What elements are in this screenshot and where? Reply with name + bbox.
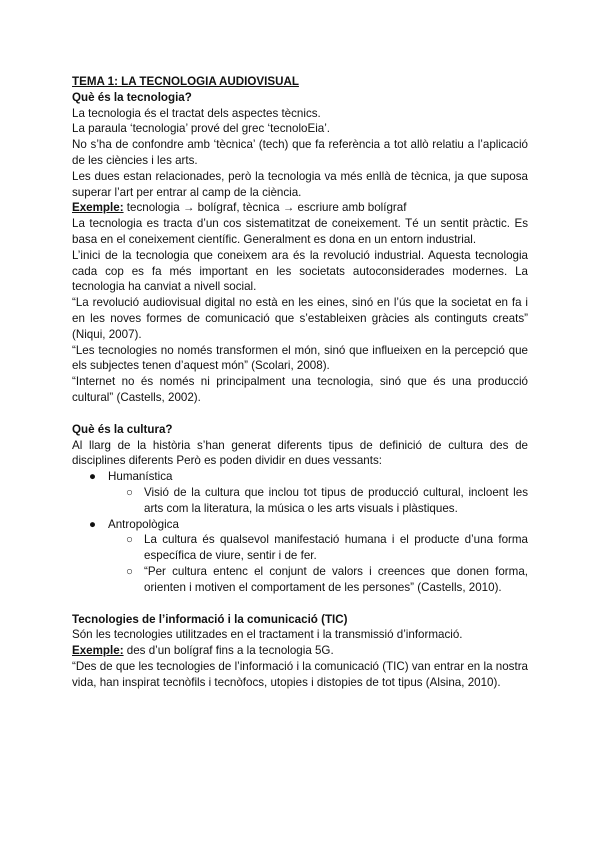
- paragraph: Al llarg de la història s’han generat diferents tipus de definició de cultura des de disciplines diferents Però es poden dividir en dues vessants:: [72, 438, 528, 468]
- sub-list-item: [72, 532, 528, 564]
- quote: “Internet no és només ni principalment una tecnologia, sinó que és una producció cultural” (Castells, 2002).: [72, 375, 528, 404]
- list-item-label: Humanística: [108, 470, 173, 484]
- paragraph: L’inici de la tecnologia que coneixem ara és la revolució industrial. Aquesta tecnologia cada cop es fa més important en les societats autoconsiderades modernes. La tecnologia ha canviat a nivell social.: [72, 248, 528, 294]
- spacer: [72, 596, 528, 612]
- sub-list-item: [72, 485, 528, 517]
- quote: “Des de que les tecnologies de l’informació i la comunicació (TIC) van entrar en la nostra vida, han inspirat tecnòfils i tecnòfocs, utopies i distopies de tot tipus (Alsina, 2010).: [72, 659, 528, 689]
- example-text: tecnologia → bolígraf, tècnica → escriure amb bolígraf: [123, 201, 407, 215]
- sub-list-item-text: “Per cultura entenc el conjunt de valors i creences que donen forma, orienten i motiven el comportament de les persones” (Castells, 2010).: [144, 564, 528, 594]
- paragraph: Les dues estan relacionades, però la tecnologia va més enllà de tècnica, ja que suposa superar l’art per entrar al camp de la ciència.: [72, 169, 528, 199]
- example-label: Exemple:: [72, 201, 124, 215]
- paragraph: La paraula ‘tecnologia’ prové del grec ‘tecnoloEia’.: [72, 122, 331, 136]
- section-heading-culture: Què és la cultura?: [72, 422, 173, 436]
- list-item: [72, 469, 528, 485]
- quote: “La revolució audiovisual digital no està en les eines, sinó en l’ús que la societat en fa i en les noves formes de comunicació que s’estableixen gràcies als continguts creats” (Niqui, 2007).: [72, 296, 528, 341]
- hollow-bullet-icon: ○: [126, 564, 134, 578]
- bullet-icon: ●: [89, 470, 97, 484]
- document-body: [72, 74, 528, 690]
- sub-list-item: [72, 564, 528, 596]
- document-title: TEMA 1: LA TECNOLOGIA AUDIOVISUAL: [72, 75, 299, 88]
- example-line: [72, 643, 528, 659]
- paragraph: La tecnologia es tracta d’un cos sistematitzat de coneixement. Té un sentit pràctic. Es basa en el coneixement científic. Generalment es dona en un entorn industrial.: [72, 217, 528, 246]
- example-label: Exemple:: [72, 644, 124, 658]
- hollow-bullet-icon: ○: [126, 533, 134, 547]
- spacer: [72, 406, 528, 422]
- quote: “Les tecnologies no només transformen el món, sinó que influeixen en la percepció que els subjectes tenen d’aquest món” (Scolari, 2008).: [72, 343, 528, 373]
- paragraph: La tecnologia és el tractat dels aspectes tècnics.: [72, 106, 321, 120]
- bullet-icon: ●: [89, 517, 97, 531]
- sub-list-item-text: La cultura és qualsevol manifestació humana i el producte d’una forma específica de viure, sentir i de fer.: [144, 533, 528, 563]
- section-heading-technology: Què és la tecnologia?: [72, 90, 192, 104]
- example-line: [72, 200, 528, 216]
- paragraph: No s’ha de confondre amb ‘tècnica’ (tech) que fa referència a tot allò relatiu a l’aplicació de les ciències i les arts.: [72, 138, 528, 167]
- list-item-label: Antropològica: [108, 517, 179, 531]
- culture-list: [72, 469, 528, 595]
- paragraph: Són les tecnologies utilitzades en el tractament i la transmissió d’informació.: [72, 628, 463, 642]
- example-text: des d’un bolígraf fins a la tecnologia 5G.: [123, 644, 334, 658]
- section-heading-tic: Tecnologies de l’informació i la comunicació (TIC): [72, 612, 348, 626]
- sub-list-item-text: Visió de la cultura que inclou tot tipus de producció cultural, incloent les arts com la literatura, la música o les arts visuals i plàstiques.: [144, 485, 528, 515]
- list-item: [72, 517, 528, 533]
- hollow-bullet-icon: ○: [126, 485, 134, 499]
